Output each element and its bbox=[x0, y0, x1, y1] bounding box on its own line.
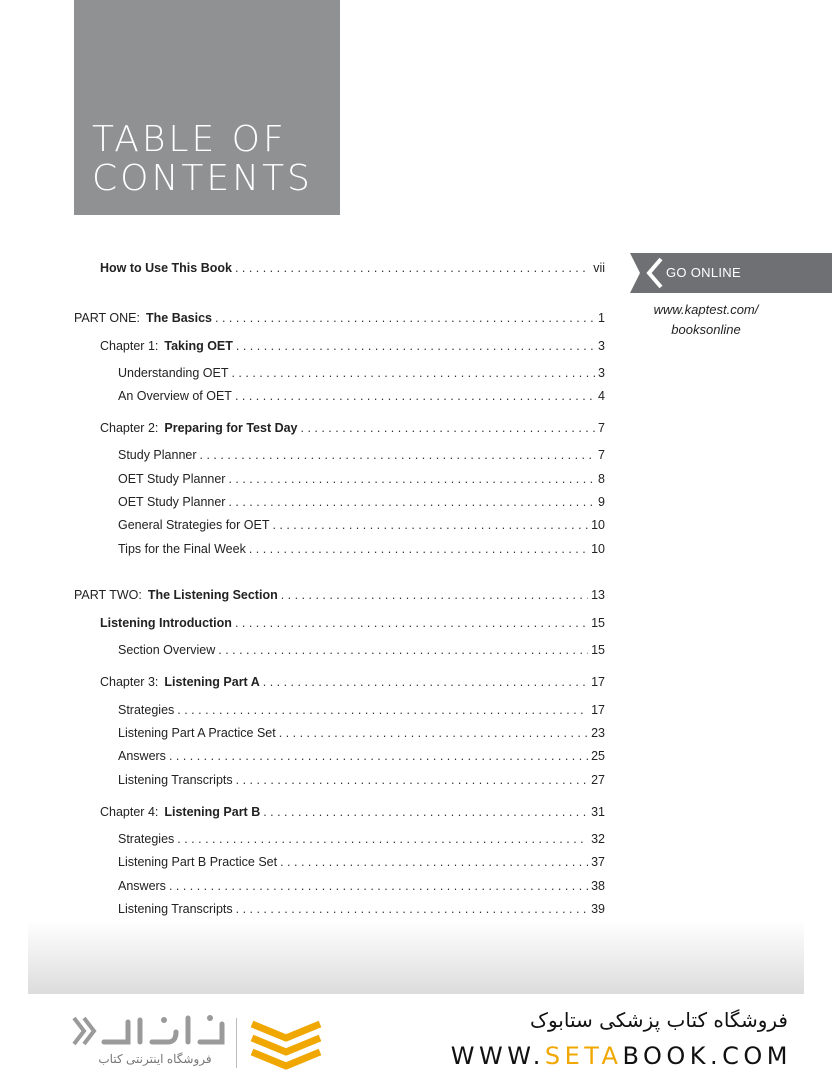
store-name: فروشگاه کتاب پزشکی ستابوک bbox=[530, 1008, 788, 1032]
toc-leader bbox=[236, 902, 588, 916]
toc-entry[interactable] bbox=[118, 703, 605, 721]
toc-entry-page: 15 bbox=[591, 616, 605, 630]
toc-entry-label: Taking OET bbox=[164, 339, 233, 353]
toc-leader bbox=[218, 643, 588, 657]
toc-leader bbox=[301, 421, 596, 435]
toc-entry-label: An Overview of OET bbox=[118, 389, 232, 403]
toc-entry-page: 7 bbox=[598, 448, 605, 462]
toc-entry-page: 37 bbox=[591, 855, 605, 869]
toc-leader bbox=[281, 588, 588, 602]
toc-entry-page: 25 bbox=[591, 749, 605, 763]
toc-entry-label: The Listening Section bbox=[147, 588, 278, 602]
toc-entry-prefix: Chapter 1: bbox=[100, 339, 159, 353]
store-website[interactable] bbox=[426, 1042, 792, 1070]
toc-entry[interactable] bbox=[74, 588, 605, 606]
toc-entry-page: 27 bbox=[591, 773, 605, 787]
toc-entry-page: 1 bbox=[598, 311, 605, 325]
toc-entry-page: 8 bbox=[598, 472, 605, 486]
toc-entry-label: Section Overview bbox=[118, 643, 216, 657]
go-online-label: GO ONLINE bbox=[666, 265, 741, 280]
book-stack-icon bbox=[248, 1014, 324, 1070]
toc-leader bbox=[215, 311, 595, 325]
site-suffix: BOOK.COM bbox=[622, 1042, 792, 1070]
toc-entry[interactable] bbox=[100, 339, 605, 357]
toc-entry-page: 39 bbox=[591, 902, 605, 916]
toc-leader bbox=[249, 542, 588, 556]
toc-entry-label: Listening Introduction bbox=[100, 616, 232, 630]
site-prefix: WWW. bbox=[450, 1042, 545, 1070]
toc-entry-label: Listening Part A bbox=[164, 675, 260, 689]
toc-entry-label: General Strategies for OET bbox=[118, 518, 270, 532]
toc-leader bbox=[177, 832, 588, 846]
toc-entry[interactable] bbox=[118, 366, 605, 384]
online-url-line2: booksonline bbox=[671, 322, 741, 337]
toc-leader bbox=[228, 472, 595, 486]
toc-leader bbox=[235, 616, 588, 630]
toc-entry[interactable] bbox=[74, 311, 605, 329]
toc-leader bbox=[228, 495, 595, 509]
toc-entry[interactable] bbox=[118, 643, 605, 661]
toc-entry-label: OET Study Planner bbox=[118, 472, 226, 486]
toc-leader bbox=[169, 749, 588, 763]
toc-leader bbox=[263, 805, 588, 819]
toc-entry-label: How to Use This Book bbox=[100, 261, 232, 275]
setabook-wordmark-logo bbox=[68, 1012, 228, 1050]
toc-entry-page: 38 bbox=[591, 879, 605, 893]
toc-leader bbox=[272, 518, 588, 532]
toc-entry[interactable] bbox=[100, 675, 605, 693]
toc-entry[interactable] bbox=[118, 495, 605, 513]
toc-leader bbox=[236, 773, 588, 787]
toc-entry-page: 10 bbox=[591, 518, 605, 532]
toc-entry-page: 3 bbox=[598, 366, 605, 380]
footer-banner bbox=[0, 994, 832, 1080]
toc-entry[interactable] bbox=[118, 855, 605, 873]
toc-leader bbox=[177, 703, 588, 717]
toc-entry-page: vii bbox=[593, 261, 605, 275]
toc-leader bbox=[200, 448, 596, 462]
page-title-line2: CONTENTS bbox=[92, 158, 313, 199]
toc-entry-page: 3 bbox=[598, 339, 605, 353]
toc-entry[interactable] bbox=[118, 389, 605, 407]
online-url-line1: www.kaptest.com/ bbox=[653, 302, 759, 317]
toc-entry-page: 17 bbox=[591, 703, 605, 717]
toc-entry-label: Strategies bbox=[118, 832, 175, 846]
toc-entry[interactable] bbox=[100, 616, 605, 634]
toc-entry-label: OET Study Planner bbox=[118, 495, 226, 509]
toc-entry[interactable] bbox=[118, 773, 605, 791]
page-title-line1: TABLE OF bbox=[92, 119, 287, 160]
site-accent: SETA bbox=[544, 1042, 623, 1070]
toc-entry-page: 9 bbox=[598, 495, 605, 509]
toc-entry[interactable] bbox=[100, 421, 605, 439]
toc-entry[interactable] bbox=[118, 542, 605, 560]
toc-entry-label: Tips for the Final Week bbox=[118, 542, 246, 556]
toc-entry-label: Listening Part A Practice Set bbox=[118, 726, 276, 740]
toc-leader bbox=[280, 855, 588, 869]
toc-entry[interactable] bbox=[118, 518, 605, 536]
toc-leader bbox=[279, 726, 588, 740]
toc-leader bbox=[235, 261, 590, 275]
toc-entry-label: Study Planner bbox=[118, 448, 197, 462]
toc-leader bbox=[263, 675, 588, 689]
toc-entry-label: Listening Part B bbox=[164, 805, 261, 819]
toc-entry[interactable] bbox=[118, 902, 605, 920]
toc-leader bbox=[231, 366, 595, 380]
toc-entry-label: The Basics bbox=[146, 311, 213, 325]
page-bottom-shadow bbox=[28, 920, 804, 994]
toc-entry[interactable] bbox=[118, 749, 605, 767]
toc-entry-page: 7 bbox=[598, 421, 605, 435]
toc-entry-label: Listening Transcripts bbox=[118, 902, 233, 916]
toc-entry-label: Listening Transcripts bbox=[118, 773, 233, 787]
logo-subtitle: فروشگاه اینترنتی کتاب bbox=[98, 1052, 212, 1066]
logo-divider bbox=[236, 1018, 237, 1068]
toc-entry-page: 15 bbox=[591, 643, 605, 657]
toc-entry[interactable] bbox=[118, 879, 605, 897]
toc-entry-label: Answers bbox=[118, 879, 166, 893]
toc-leader bbox=[169, 879, 588, 893]
toc-entry-page: 17 bbox=[591, 675, 605, 689]
toc-entry-prefix: Chapter 4: bbox=[100, 805, 159, 819]
toc-entry-label: Preparing for Test Day bbox=[164, 421, 298, 435]
toc-entry-page: 32 bbox=[591, 832, 605, 846]
toc-entry-label: Understanding OET bbox=[118, 366, 229, 380]
toc-entry[interactable] bbox=[118, 726, 605, 744]
toc-leader bbox=[235, 389, 595, 403]
toc-entry-label: Strategies bbox=[118, 703, 175, 717]
toc-entry-prefix: PART TWO: bbox=[74, 588, 142, 602]
toc-entry[interactable] bbox=[118, 448, 605, 466]
toc-entry-prefix: PART ONE: bbox=[74, 311, 140, 325]
toc-entry-label: Listening Part B Practice Set bbox=[118, 855, 278, 869]
toc-entry[interactable] bbox=[118, 472, 605, 490]
toc-entry[interactable] bbox=[100, 805, 605, 823]
toc-leader bbox=[236, 339, 595, 353]
toc-entry-page: 4 bbox=[598, 389, 605, 403]
toc-entry-prefix: Chapter 2: bbox=[100, 421, 159, 435]
toc-entry-page: 13 bbox=[591, 588, 605, 602]
toc-entry-page: 31 bbox=[591, 805, 605, 819]
toc-entry[interactable] bbox=[100, 261, 605, 279]
toc-entry-label: Answers bbox=[118, 749, 166, 763]
toc-entry[interactable] bbox=[118, 832, 605, 850]
toc-entry-prefix: Chapter 3: bbox=[100, 675, 159, 689]
toc-entry-page: 10 bbox=[591, 542, 605, 556]
toc-entry-page: 23 bbox=[591, 726, 605, 740]
